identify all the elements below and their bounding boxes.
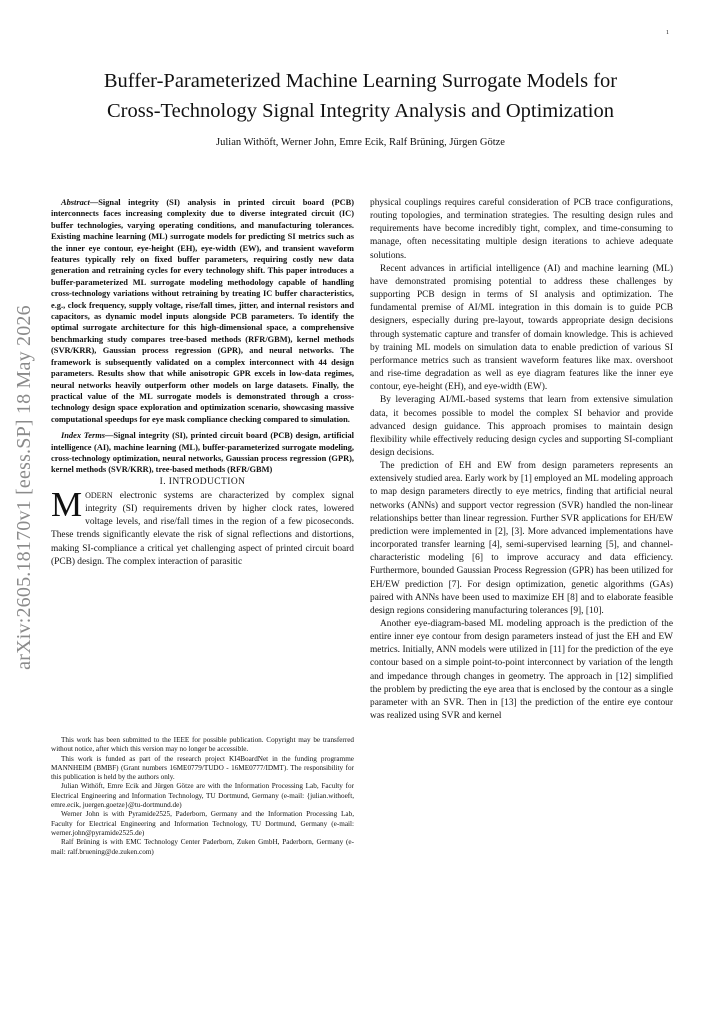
index-terms-paragraph (51, 430, 354, 476)
body-paragraph: Another eye-diagram-based ML modeling approach is the prediction of the entire inner eye contour from design parameters instead of just the EH and EW metrics. Initially, ANN models were utilized in [11] for the prediction of the eye contour based on a simple point-to-point interconnect by variation of the length and impedance through changes in geometry. The approach in [12] simplified the problem by predicting the eye area that is enclosed by the contour as a single parameter with an SVR. Then in [13] the prediction of the entire eye contour was realized using SVR and kernel (370, 619, 673, 722)
abstract-text: —Signal integrity (SI) analysis in printed circuit board (PCB) interconnects faces increasing complexity due to diverse integrated circuit (IC) buffer technologies, varying operating conditions, and manufacturing tolerances. Existing machine learning (ML) surrogate models for predicting SI metrics such as the inner eye contour, eye-height (EH), eye-width (EW), and transient waveform features typically rely on fixed buffer parameters, requiring costly new data generation and retraining cycles for every technology shift. This paper introduces a buffer-parameterized ML surrogate modeling methodology capable of handling cross-technology variations without retraining by treating IC buffer characteristics, e.g., clock frequency, supply voltage, rise/fall times, jitter, and internal resistors and capacitors, as dynamic model inputs alongside PCB parameters. To identify the optimal surrogate architecture for this high-dimensional space, a comprehensive benchmarking study compares tree-based methods (RFR/GBM), kernel methods (SVR/KRR), Gaussian process regression (GPR), and neural networks. The framework is subsequently validated on a complex interconnect with 44 design parameters. Results show that while anisotropic GPR excels in low-data regimes, neural networks heavily outperform other models on large datasets. Finally, the practical value of the ML surrogate models is demonstrated through a cross-technology design space exploration and optimization scenario, showcasing massive computational speedups for eye mask compliance checking compared to simulation. (51, 198, 354, 424)
body-paragraph: The prediction of EH and EW from design parameters represents an extensively studied area. Early work by [1] employed an ML modeling approach to map design parameters directly to eye metrics, finding that artificial neural networks (ANNs) and support vector regression (SVR) handled the non-linear relationships better than linear regression. Further SVR applications for EH/EW prediction were implemented in [2], [3]. More advanced implementations have incorporated transfer learning [4], semi-supervised learning [5], and channel-characteristic modeling [6] to improve accuracy and data efficiency. Furthermore, bounded Gaussian Process Regression (GPR) has been utilized for EH/EW prediction [7]. For design optimization, genetic algorithms (GAs) paired with ANNs have been used to maximize EH [8] and to elaborate feasible design regions considering manufacturing tolerances [9], [10]. (370, 461, 673, 616)
drop-cap-word: ODERN (85, 490, 113, 500)
paper-title (40, 66, 681, 126)
index-terms-label: Index Terms (61, 431, 105, 441)
footnote-funding: This work is funded as part of the research project KI4BoardNet in the funding programme MANNHEIM (BMBF) (Grant numbers 16ME0779/TUDO - 16ME0777/IDMT). The responsibility for this publication is held by the authors only. (51, 754, 354, 782)
footnote-submission: This work has been submitted to the IEEE for possible publication. Copyright may be transferred without notice, after which this version may no longer be accessible. (51, 736, 354, 754)
left-column (51, 197, 354, 569)
footnote-affiliation-2: Werner John is with Pyramide2525, Paderborn, Germany and the Information Processing Lab, Faculty for Electrical Engineering and Information Technology, TU Dortmund, Germany (e-mail: werner.john@pyramide2525.de) (51, 810, 354, 837)
footnotes (51, 736, 354, 857)
body-paragraph: Recent advances in artificial intelligence (AI) and machine learning (ML) have demonstrated promising potential to address these challenges by supporting PCB design in terms of SI analysis and optimization. The fundamental premise of AI/ML integration in this domain is to guide PCB designers, especially during pre-layout, towards appropriate design decisions through systematic capture and transfer of domain knowledge. This is achieved by training ML models on simulation data to enable prediction of various SI performance metrics such as transient waveform features like max. overshoot and rise-time degradation as well as eye diagram features like the inner eye contour, eye-height (EH), and eye-width (EW). (370, 263, 673, 393)
abstract (51, 197, 354, 476)
index-terms-text: —Signal integrity (SI), printed circuit board (PCB) design, artificial intelligence (AI), machine learning (ML), buffer-parameterized surrogate modeling, cross-technology optimization, neural networks, Gaussian process regression (GPR), kernel methods (SVR/KRR), tree-based methods (RFR/GBM) (51, 431, 355, 475)
section-title: INTRODUCTION (168, 476, 246, 487)
title-line-2: Cross-Technology Signal Integrity Analysis and Optimization (106, 100, 614, 122)
drop-cap-letter: M (51, 484, 83, 524)
arxiv-stamp-text: arXiv:2605.18170v1 [eess.SP] 18 May 2026 (12, 304, 35, 670)
abstract-paragraph (51, 197, 354, 425)
title-line-1: Buffer-Parameterized Machine Learning Surrogate Models for (103, 70, 618, 92)
section-heading-introduction (51, 476, 354, 489)
body-paragraph: physical couplings requires careful consideration of PCB trace configurations, routing topologies, and termination strategies. The resulting design rules and requirements have become incredibly tight, complex, and time-consuming to manage, often necessitating multiple design iterations to achieve adequate solutions. (370, 198, 673, 261)
right-column (370, 197, 673, 723)
body-paragraph: By leveraging AI/ML-based systems that learn from extensive simulation data, it becomes possible to model the complex SI behavior and provide advanced design guidance. This approach promises to maintain design flexibility while effectively reducing design cycles and supporting SI-compliant design decisions. (370, 395, 673, 458)
arxiv-stamp (5, 272, 43, 702)
footnote-affiliation-3: Ralf Brüning is with EMC Technology Center Paderborn, Zuken GmbH, Paderborn, Germany (e-mail: ralf.bruening@de.zuken.com) (51, 838, 354, 856)
page-number: 1 (666, 30, 669, 36)
author-list: Julian Withöft, Werner John, Emre Ecik, Ralf Brüning, Jürgen Götze (216, 137, 505, 148)
abstract-label: Abstract (61, 198, 90, 207)
intro-paragraph (51, 484, 354, 569)
section-number: I. (159, 476, 166, 487)
footnote-affiliation-1: Julian Withöft, Emre Ecik and Jürgen Götze are with the Information Processing Lab, Faculty for Electrical Engineering and Information Technology, TU Dortmund, Germany (e-mail: {julian.withoeft, emre.ecik, juergen.goetze}@tu-dortmund.de) (51, 782, 354, 810)
intro-text: electronic systems are characterized by complex signal integrity (SI) requirements driven by higher clock rates, lowered voltage levels, and rise/fall times in the region of a few picoseconds. These trends significantly elevate the risk of signal reflections and distortions, making SI-compliance a critical yet challenging aspect of printed circuit board (PCB) design. The complex interaction of parasitic (51, 490, 354, 567)
